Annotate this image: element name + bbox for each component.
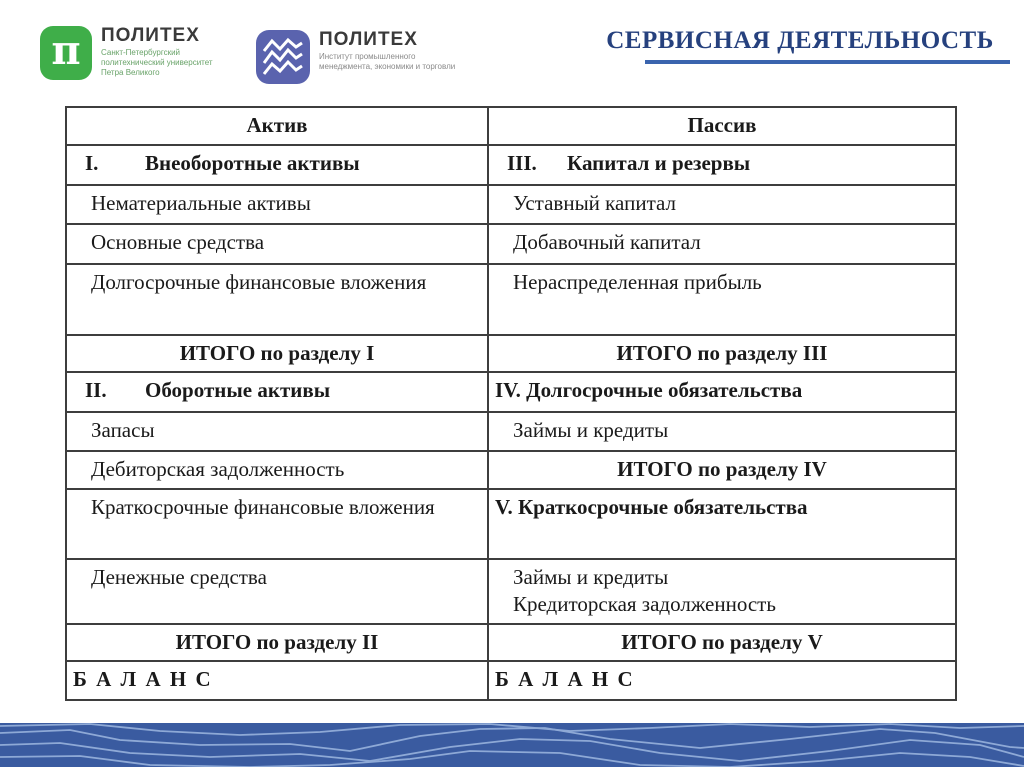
section-cell: I. Внеоборотные активы (66, 145, 488, 185)
item-cell: Уставный капитал (488, 185, 956, 224)
item-cell: Займы и кредиты (488, 412, 956, 451)
column-header-aktiv: Актив (66, 107, 488, 145)
item-cell: Краткосрочные финансовые вложения (66, 489, 488, 559)
table-row (66, 661, 956, 700)
table-row (66, 412, 956, 451)
item-cell: Денежные средства (66, 559, 488, 624)
item-cell: Долгосрочные финансовые вложения (66, 264, 488, 335)
item-cell: Нераспределенная прибыль (488, 264, 956, 335)
logo-brand-text: ПОЛИТЕХ (319, 29, 418, 50)
logo-subtitle: Санкт-Петербургский политехнический университет Петра Великого (101, 47, 213, 77)
table-row (66, 185, 956, 224)
total-cell: ИТОГО по разделу IV (488, 451, 956, 489)
total-cell: ИТОГО по разделу III (488, 335, 956, 372)
column-header-passiv: Пассив (488, 107, 956, 145)
logo-brand-text: ПОЛИТЕХ (101, 25, 200, 46)
title-underline (645, 60, 1010, 64)
table-row (66, 264, 956, 335)
logo-subtitle: Институт промышленного менеджмента, экономики и торговли (319, 51, 456, 71)
total-cell: ИТОГО по разделу I (66, 335, 488, 372)
item-cell: Дебиторская задолженность (66, 451, 488, 489)
section-cell: V. Краткосрочные обязательства (488, 489, 956, 559)
slide-title: СЕРВИСНАЯ ДЕЯТЕЛЬНОСТЬ (606, 27, 994, 54)
table-row (66, 624, 956, 661)
item-cell: Добавочный капитал (488, 224, 956, 264)
balance-cell: Б А Л А Н С (488, 661, 956, 700)
item-cell: Основные средства (66, 224, 488, 264)
section-cell: IV. Долгосрочные обязательства (488, 372, 956, 412)
pi-icon: π (40, 26, 92, 80)
table-row (66, 335, 956, 372)
total-cell: ИТОГО по разделу II (66, 624, 488, 661)
table-row (66, 489, 956, 559)
table-row (66, 224, 956, 264)
waves-chart-icon (256, 30, 310, 84)
table-row (66, 107, 956, 145)
balance-cell: Б А Л А Н С (66, 661, 488, 700)
logo-polytech-university (40, 26, 213, 80)
table-row (66, 145, 956, 185)
section-cell: III. Капитал и резервы (488, 145, 956, 185)
item-cell: Запасы (66, 412, 488, 451)
total-cell: ИТОГО по разделу V (488, 624, 956, 661)
section-cell: II. Оборотные активы (66, 372, 488, 412)
balance-sheet-table (65, 106, 957, 701)
footer-wave-pattern (0, 723, 1024, 767)
logo-polytech-institute (256, 30, 455, 84)
table-row (66, 372, 956, 412)
table-row (66, 451, 956, 489)
item-cell: Нематериальные активы (66, 185, 488, 224)
item-cell: Займы и кредиты Кредиторская задолженность (488, 559, 956, 624)
table-row (66, 559, 956, 624)
